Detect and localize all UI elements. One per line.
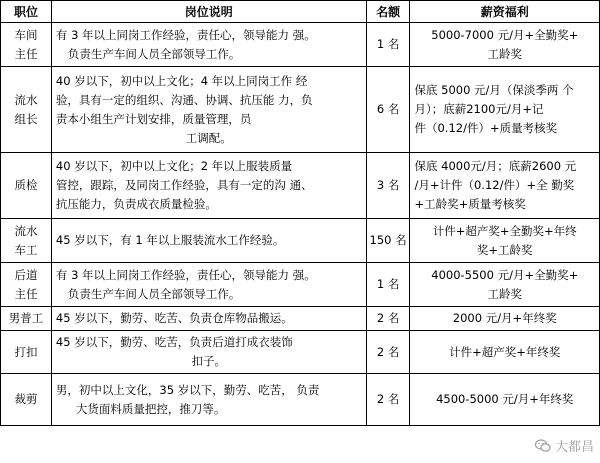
description-line: 负责生产车间人员全部领导工作。 <box>67 46 241 61</box>
table-row <box>1 307 600 331</box>
table-row <box>1 219 600 263</box>
description-line: 抗压能力，负责成衣质量检验。 <box>55 197 217 211</box>
salary-line: 4000-5500 元/月+全勤奖+ <box>431 267 579 282</box>
description-line: 45 岁以下，勤劳、吃苦，负责后道打成衣装饰 <box>55 335 293 349</box>
cell-salary <box>410 263 600 307</box>
header-description: 岗位说明 <box>51 1 366 23</box>
cell-salary <box>410 374 600 426</box>
table-row <box>1 23 600 67</box>
salary-line: 2000 元/月+年终奖 <box>452 311 557 325</box>
position-line: 流水 <box>14 92 38 107</box>
description-line: 40 岁以下，初中以上文化；2 年以上服装质量 <box>55 159 293 173</box>
description-line: 责本小组生产计划安排，质量管理，员 <box>55 111 252 126</box>
description-line: 扣子。 <box>191 354 227 368</box>
cell-quota: 3 名 <box>366 153 410 219</box>
salary-line: 工龄奖 <box>487 46 522 61</box>
cell-position <box>1 67 52 153</box>
description-line: 45 岁以下，勤劳、吃苦、负责仓库物品搬运。 <box>55 311 293 325</box>
cell-description <box>51 67 366 153</box>
position-line: 主任 <box>14 286 38 301</box>
position-line: 车间 <box>14 27 38 42</box>
cell-position <box>1 307 52 331</box>
position-line: 车工 <box>14 242 38 257</box>
salary-line: 计件+超产奖+年终奖 <box>449 344 561 359</box>
cell-description <box>51 23 366 67</box>
description-line: 有 3 年以上同岗工作经验，责任心，领导能力 强。 <box>55 27 316 42</box>
table-row <box>1 263 600 307</box>
description-line: 验，具有一定的组织、沟通、协调、抗压能 力，负 <box>55 92 313 107</box>
description-line: 男，初中以上文化，35 岁以下，勤劳、吃苦， 负责 <box>55 382 320 397</box>
position-line: 裁剪 <box>14 392 38 406</box>
cell-salary <box>410 219 600 263</box>
header-position: 职位 <box>1 1 52 23</box>
salary-line: 保底 4000元/月；底薪2600 元 <box>414 159 577 173</box>
position-line: 打扣 <box>14 344 38 359</box>
cell-position <box>1 263 52 307</box>
description-line: 40 岁以下，初中以上文化；4 年以上同岗工作 经 <box>55 73 308 88</box>
description-line: 负责生产车间人员全部领导工作。 <box>67 286 241 301</box>
cell-quota: 2 名 <box>366 307 410 331</box>
cell-description <box>51 331 366 374</box>
position-line: 流水 <box>14 223 38 238</box>
cell-position <box>1 331 52 374</box>
salary-line: 计件+超产奖+全勤奖+年终 <box>432 223 577 238</box>
position-line: 后道 <box>14 267 38 282</box>
table-row <box>1 331 600 374</box>
salary-line: 5000-7000 元/月+全勤奖+ <box>431 27 579 42</box>
table-header-row <box>1 1 600 23</box>
salary-line: 件（0.12/件）+质量考核奖 <box>414 121 558 135</box>
position-line: 主任 <box>14 46 38 61</box>
cell-position <box>1 219 52 263</box>
wechat-icon <box>535 439 551 453</box>
cell-description <box>51 374 366 426</box>
cell-quota: 2 名 <box>366 331 410 374</box>
salary-line: 奖+工龄奖 <box>476 242 533 257</box>
cell-quota: 1 名 <box>366 263 410 307</box>
cell-quota: 2 名 <box>366 374 410 426</box>
cell-quota: 1 名 <box>366 23 410 67</box>
position-line: 质检 <box>14 178 38 192</box>
cell-description <box>51 263 366 307</box>
cell-salary <box>410 153 600 219</box>
description-line: 工调配。 <box>185 130 232 145</box>
watermark <box>535 436 594 455</box>
cell-position <box>1 374 52 426</box>
salary-line: +工龄奖+质量考核奖 <box>414 197 526 211</box>
watermark-text: 大都昌 <box>554 440 594 455</box>
cell-quota: 6 名 <box>366 67 410 153</box>
cell-salary <box>410 331 600 374</box>
cell-position <box>1 23 52 67</box>
table-body <box>1 23 600 426</box>
salary-line: 保底 5000 元/月（保淡季两 个 <box>414 83 574 97</box>
description-line: 45 岁以下，有 1 年以上服装流水工作经验。 <box>55 233 285 247</box>
position-line: 组长 <box>14 111 38 126</box>
table-row <box>1 153 600 219</box>
table-row <box>1 67 600 153</box>
description-line: 有 3 年以上同岗工作经验，责任心，领导能力 强。 <box>55 267 316 282</box>
cell-salary <box>410 23 600 67</box>
salary-line: 工龄奖 <box>487 286 522 301</box>
position-line: 男普工 <box>8 311 44 325</box>
salary-line: 月）；底薪2100元/月+记 <box>414 102 544 116</box>
cell-description <box>51 219 366 263</box>
header-quota: 名额 <box>366 1 410 23</box>
cell-position <box>1 153 52 219</box>
cell-description <box>51 307 366 331</box>
salary-line: /月+计件（0.12/件）+全 勤奖 <box>414 178 575 192</box>
cell-salary <box>410 307 600 331</box>
salary-line: 4500-5000 元/月+年终奖 <box>436 392 574 406</box>
header-salary: 薪资福利 <box>410 1 600 23</box>
cell-quota: 150 名 <box>366 219 410 263</box>
table-row <box>1 374 600 426</box>
cell-salary <box>410 67 600 153</box>
description-line: 管控，跟踪，及同岗工作经验，具有一定的沟 通、 <box>55 178 313 192</box>
description-line: 大货面料质量把控，推刀等。 <box>75 401 226 416</box>
cell-description <box>51 153 366 219</box>
